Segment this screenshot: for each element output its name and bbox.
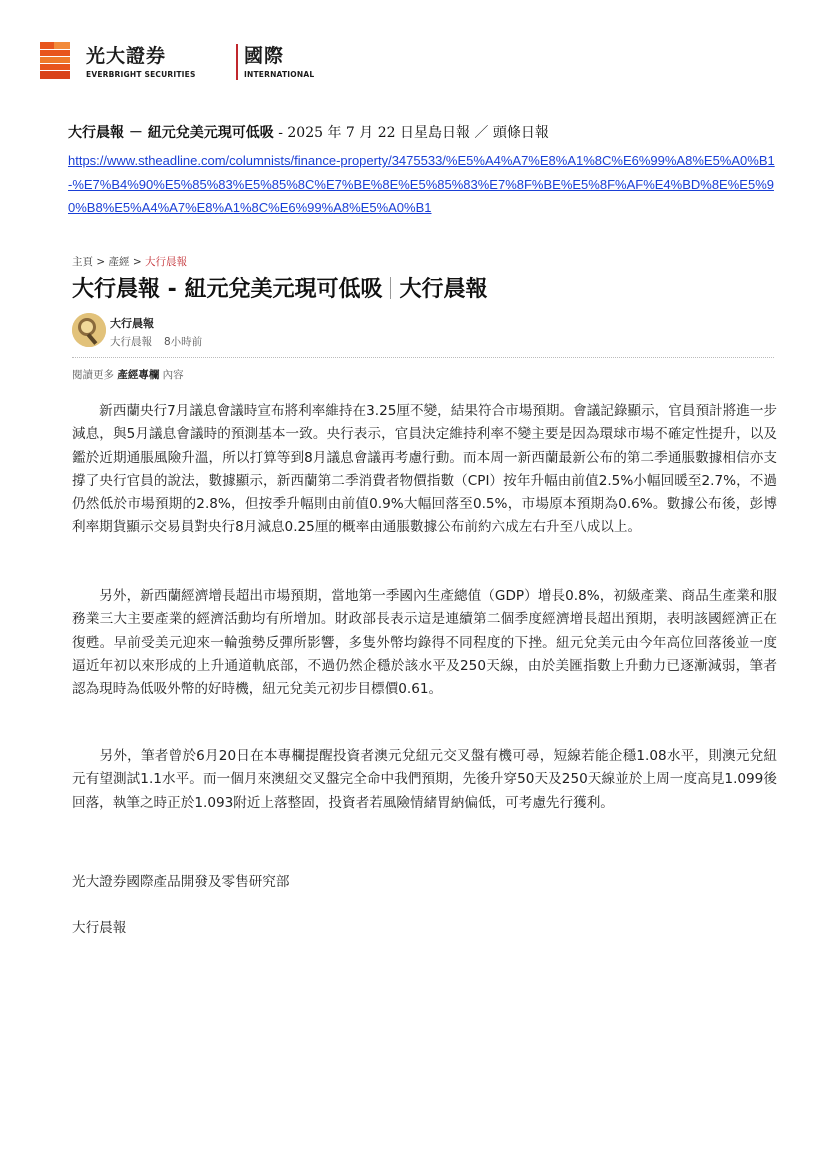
breadcrumb-section[interactable]: 產經 bbox=[108, 256, 130, 268]
breadcrumb bbox=[72, 254, 187, 269]
logo-english-division: INTERNATIONAL bbox=[244, 70, 315, 79]
article-meta bbox=[110, 334, 202, 349]
document-header bbox=[68, 122, 549, 142]
everbright-logo-icon bbox=[38, 40, 78, 82]
article-headline bbox=[72, 272, 487, 303]
headline-main: 大行晨報 - 紐元兌美元現可低吸 bbox=[72, 277, 383, 302]
read-more-column-link[interactable]: 產經專欄 bbox=[117, 369, 160, 381]
publish-time: 8小時前 bbox=[164, 336, 203, 348]
headline-divider bbox=[390, 277, 391, 299]
document-title: 大行晨報 － 紐元兌美元現可低吸 bbox=[68, 125, 274, 141]
divider bbox=[72, 357, 774, 358]
read-more-prefix: 閱讀更多 bbox=[72, 369, 118, 381]
breadcrumb-separator: > bbox=[129, 256, 145, 268]
article-url-link[interactable]: https://www.stheadline.com/columnists/finance-property/3475533/%E5%A4%A7%E8%A1%8C%E6%99%A8%E5%A0%B1-%E7%B4%90%E5%85%83%E5%85%8C%E7%BE%8E%E5%85%83%E7%8F%BE%E5%8F%AF%E4%BD%8E%E5%90%B8%E5%A4%A7%E8%A1%8C%E6%99%A8%E5%A0%B1 bbox=[68, 153, 775, 215]
read-more-suffix: 內容 bbox=[159, 369, 184, 381]
avatar-image-icon bbox=[72, 313, 106, 347]
breadcrumb-separator: > bbox=[93, 256, 109, 268]
breadcrumb-current[interactable]: 大行晨報 bbox=[144, 256, 187, 268]
author-avatar[interactable] bbox=[72, 313, 106, 347]
read-more-line bbox=[72, 367, 184, 382]
logo-chinese-name: 光大證券 bbox=[86, 45, 167, 67]
article-paragraph: 另外，新西蘭經濟增長超出市場預期，當地第一季國內生產總值（GDP）增長0.8%，初級產業、商品生產業和服務業三大主要產業的經濟活動均有所增加。財政部長表示這是連續第二個季度經濟增長超出預期，表明該國經濟正在復甦。早前受美元迎來一輪強勢反彈所影響，多隻外幣均錄得不同程度的下挫。紐元兌美元由今年高位回落後並一度逼近年初以來形成的上升通道軌底部，不過仍然企穩於該水平及250天線，由於美匯指數上升動力已逐漸減弱，筆者認為現時為低吸外幣的好時機，紐元兌美元初步目標價0.61。 bbox=[72, 588, 777, 698]
document-source: - 2025 年 7 月 22 日星島日報 ／ 頭條日報 bbox=[273, 125, 549, 141]
logo-english-name: EVERBRIGHT SECURITIES bbox=[86, 70, 196, 79]
signature-name: 大行晨報 bbox=[72, 920, 127, 936]
breadcrumb-home[interactable]: 主頁 bbox=[72, 256, 93, 268]
article-paragraph: 另外，筆者曾於6月20日在本專欄提醒投資者澳元兌紐元交叉盤有機可尋，短線若能企穩1.08水平，則澳元兌紐元有望測試1.1水平。而一個月來澳紐交叉盤完全命中我們預期，先後升穿50天及250天線並於上周一度高見1.099後回落，執筆之時正於1.093附近上落整固，投資者若風險情緒胃納偏低，可考慮先行獲利。 bbox=[72, 748, 777, 811]
author-name[interactable]: 大行晨報 bbox=[110, 317, 154, 330]
logo-chinese-division: 國際 bbox=[244, 45, 285, 67]
article-paragraph: 新西蘭央行7月議息會議時宣布將利率維持在3.25厘不變，結果符合市場預期。會議記錄顯示，官員預計將進一步減息，與5月議息會議時的預測基本一致。央行表示，官員決定維持利率不變主要是因為環球市場不確定性提升，以及鑑於近期通脹風險升溫，所以打算等到8月議息會議再考慮行動。而本周一新西蘭最新公布的第二季通脹數據相信亦支撐了央行官員的說法，數據顯示，新西蘭第二季消費者物價指數（CPI）按年升幅由前值2.5%小幅回暖至2.7%，不過仍然低於市場預期的2.8%，但按季升幅則由前值0.9%大幅回落至0.5%，市場原本預期為0.6%。數據公布後，彭博利率期貨顯示交易員對央行8月減息0.25厘的概率由通脹數據公布前約六成左右升至八成以上。 bbox=[72, 403, 778, 536]
logo-divider bbox=[236, 44, 238, 80]
signature-department: 光大證券國際產品開發及零售研究部 bbox=[72, 874, 290, 890]
headline-column: 大行晨報 bbox=[399, 277, 488, 302]
author-subtitle: 大行晨報 bbox=[110, 336, 152, 348]
company-logo bbox=[38, 40, 315, 82]
